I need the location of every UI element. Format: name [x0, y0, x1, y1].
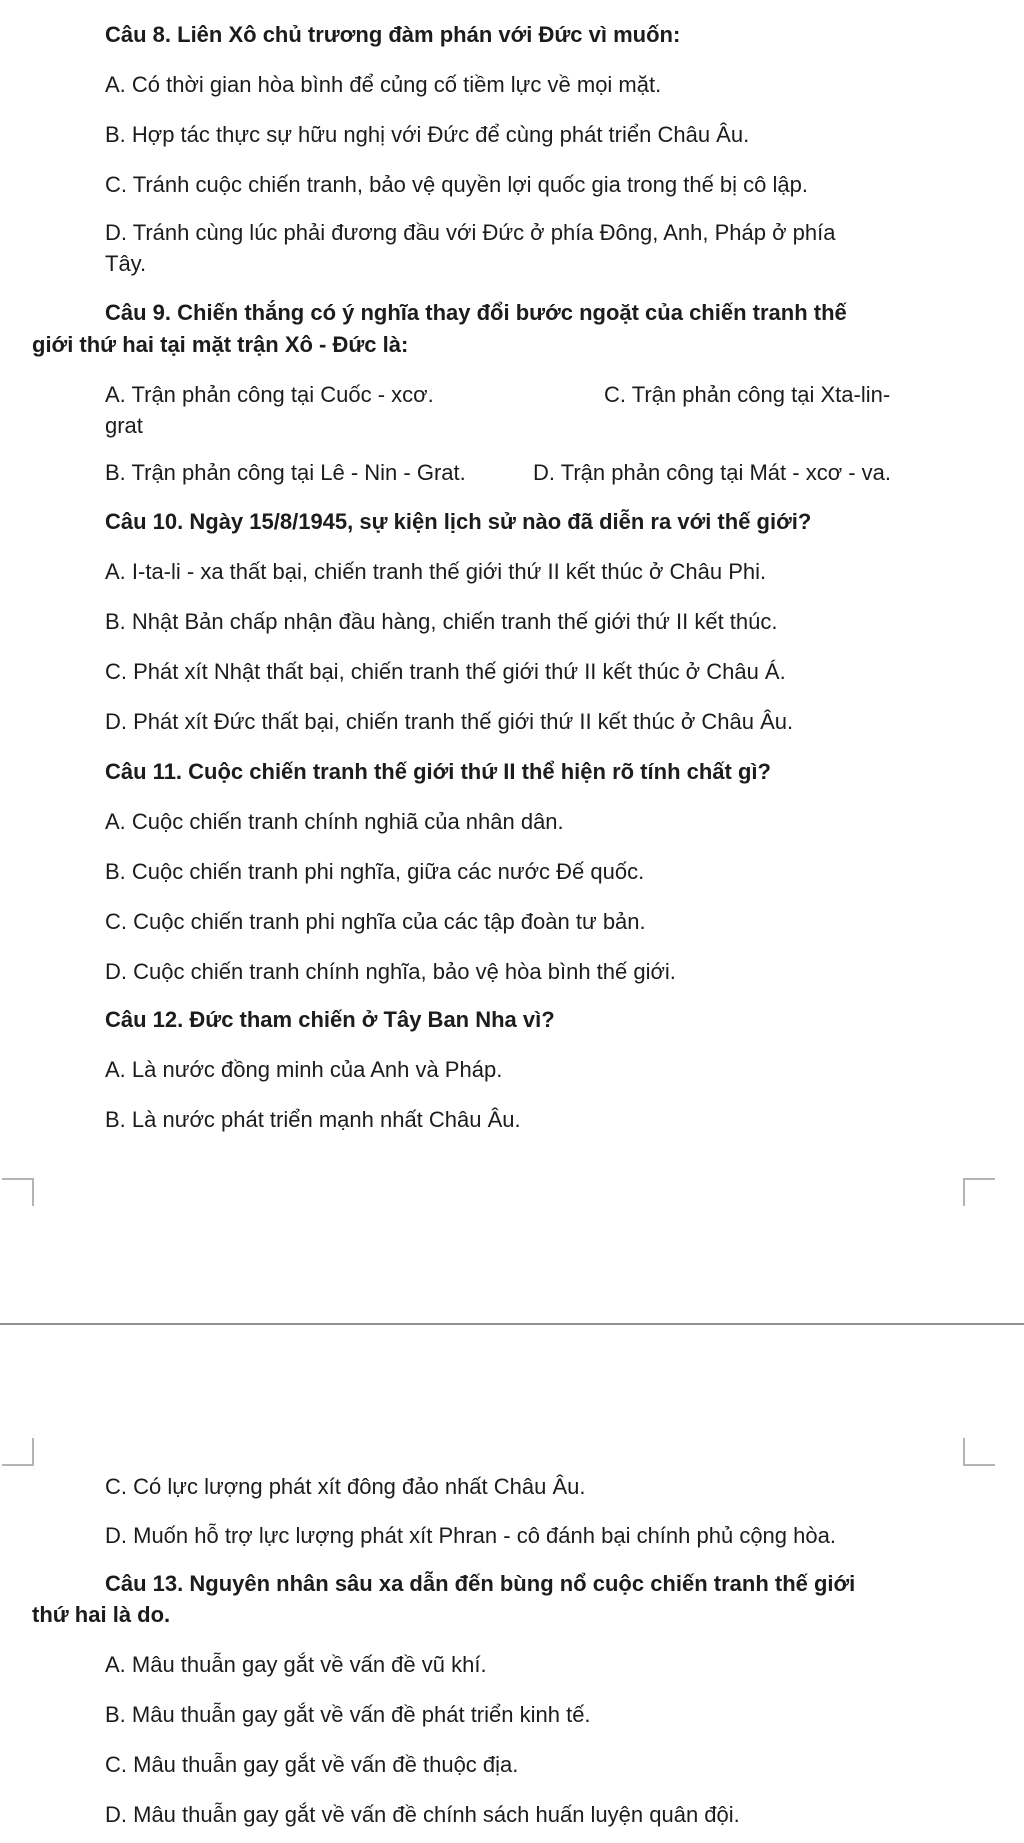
q9-option-b: B. Trận phản công tại Lê - Nin - Grat. — [105, 460, 466, 485]
q8-option-a: A. Có thời gian hòa bình để củng cố tiềm lực về mọi mặt. — [105, 72, 662, 97]
q12-option-d: D. Muốn hỗ trợ lực lượng phát xít Phran - cô đánh bại chính phủ cộng hòa. — [105, 1523, 836, 1548]
q12-option-b: B. Là nước phát triển mạnh nhất Châu Âu. — [105, 1107, 521, 1132]
q10-question: Câu 10. Ngày 15/8/1945, sự kiện lịch sử nào đã diễn ra với thế giới? — [105, 509, 812, 534]
q11-option-d: D. Cuộc chiến tranh chính nghĩa, bảo vệ hòa bình thế giới. — [105, 959, 676, 984]
q11-option-b: B. Cuộc chiến tranh phi nghĩa, giữa các nước Đế quốc. — [105, 859, 645, 884]
q8-option-d-line2: Tây. — [105, 251, 147, 276]
q8-option-d-line1: D. Tránh cùng lúc phải đương đầu với Đức ở phía Đông, Anh, Pháp ở phía — [105, 220, 836, 245]
q13-option-c: C. Mâu thuẫn gay gắt về vấn đề thuộc địa. — [105, 1752, 519, 1777]
q10-option-c: C. Phát xít Nhật thất bại, chiến tranh thế giới thứ II kết thúc ở Châu Á. — [105, 659, 786, 684]
q13-option-b: B. Mâu thuẫn gay gắt về vấn đề phát triển kinh tế. — [105, 1702, 591, 1727]
q12-question: Câu 12. Đức tham chiến ở Tây Ban Nha vì? — [105, 1007, 555, 1032]
q11-option-c: C. Cuộc chiến tranh phi nghĩa của các tập đoàn tư bản. — [105, 909, 646, 934]
page-corner-mark — [963, 1178, 995, 1206]
page-corner-mark — [2, 1438, 34, 1466]
q8-option-c: C. Tránh cuộc chiến tranh, bảo vệ quyền lợi quốc gia trong thế bị cô lập. — [105, 172, 808, 197]
q10-option-b: B. Nhật Bản chấp nhận đầu hàng, chiến tranh thế giới thứ II kết thúc. — [105, 609, 778, 634]
q9-option-d: D. Trận phản công tại Mát - xcơ - va. — [533, 460, 892, 485]
q13-option-a: A. Mâu thuẫn gay gắt về vấn đề vũ khí. — [105, 1652, 487, 1677]
q9-question-line2: giới thứ hai tại mặt trận Xô - Đức là: — [32, 332, 409, 357]
q9-option-a: A. Trận phản công tại Cuốc - xcơ. — [105, 382, 434, 407]
q13-question-line1: Câu 13. Nguyên nhân sâu xa dẫn đến bùng nổ cuộc chiến tranh thế giới — [105, 1571, 856, 1596]
q11-option-a: A. Cuộc chiến tranh chính nghiã của nhân dân. — [105, 809, 564, 834]
page-corner-mark — [2, 1178, 34, 1206]
page-corner-mark — [963, 1438, 995, 1466]
page-break-divider — [0, 1323, 1024, 1325]
q8-question: Câu 8. Liên Xô chủ trương đàm phán với Đức vì muốn: — [105, 22, 681, 47]
q9-option-c-line2: grat — [105, 413, 143, 438]
q13-option-d: D. Mâu thuẫn gay gắt về vấn đề chính sách huấn luyện quân đội. — [105, 1802, 740, 1827]
q12-option-a: A. Là nước đồng minh của Anh và Pháp. — [105, 1057, 503, 1082]
q8-option-b: B. Hợp tác thực sự hữu nghị với Đức để cùng phát triển Châu Âu. — [105, 122, 750, 147]
q9-option-c-line1: C. Trận phản công tại Xta-lin- — [604, 382, 891, 407]
q10-option-a: A. I-ta-li - xa thất bại, chiến tranh thế giới thứ II kết thúc ở Châu Phi. — [105, 559, 767, 584]
q12-option-c: C. Có lực lượng phát xít đông đảo nhất Châu Âu. — [105, 1474, 586, 1499]
q11-question: Câu 11. Cuộc chiến tranh thế giới thứ II thể hiện rõ tính chất gì? — [105, 759, 771, 784]
q9-question-line1: Câu 9. Chiến thắng có ý nghĩa thay đổi bước ngoặt của chiến tranh thế — [105, 300, 847, 325]
q10-option-d: D. Phát xít Đức thất bại, chiến tranh thế giới thứ II kết thúc ở Châu Âu. — [105, 709, 794, 734]
q13-question-line2: thứ hai là do. — [32, 1602, 171, 1627]
